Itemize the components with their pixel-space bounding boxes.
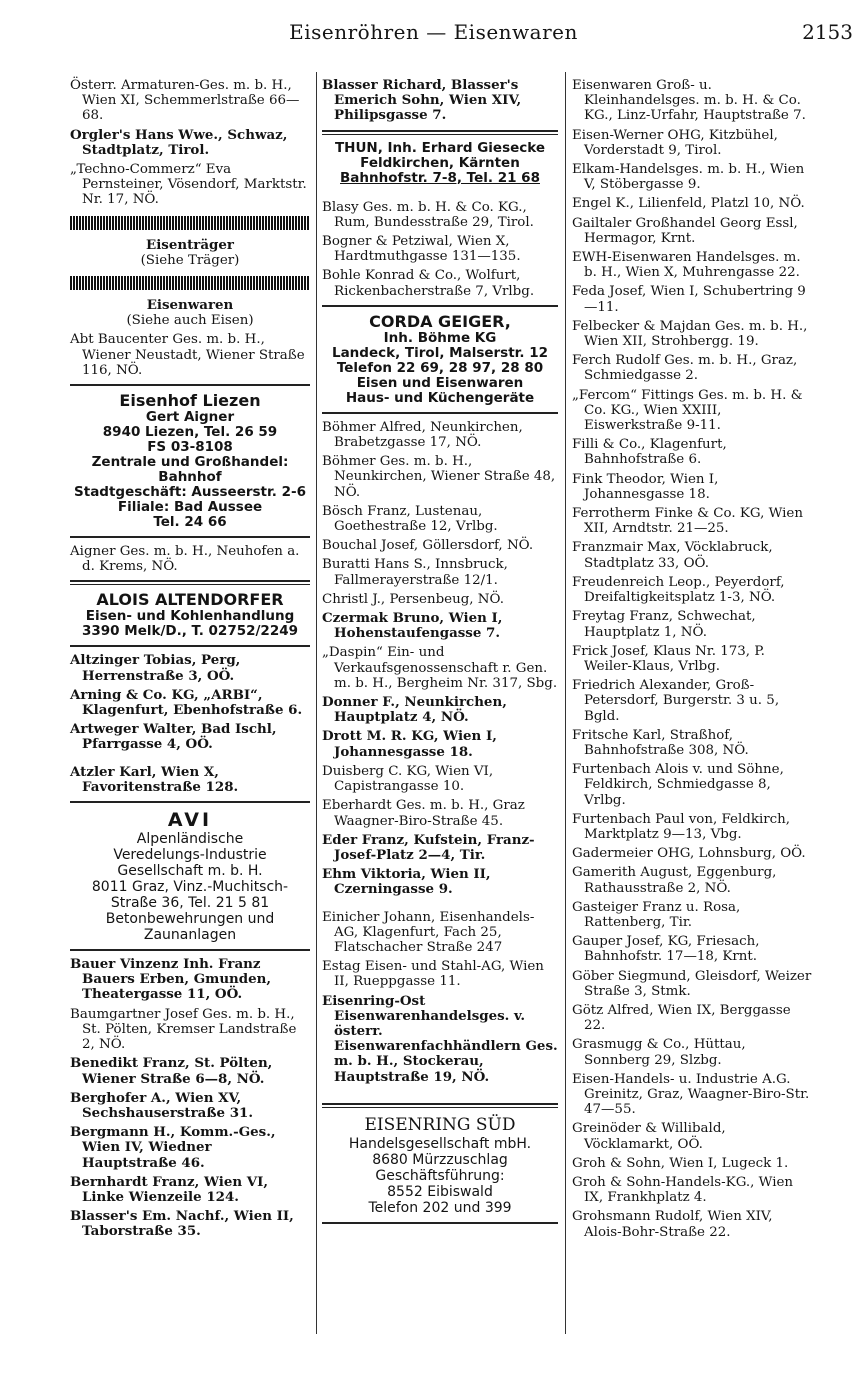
list-item: Blasser's Em. Nachf., Wien II, Taborstraße 35. xyxy=(70,1208,294,1240)
list-item: Böhmer Alfred, Neunkirchen, Brabetzgasse 17, NÖ. xyxy=(322,419,523,451)
list-item: Abt Baucenter Ges. m. b. H., Wiener Neustadt, Wiener Straße 116, NÖ. xyxy=(70,332,305,378)
divider xyxy=(322,305,558,307)
divider xyxy=(70,801,310,803)
list-item: Aigner Ges. m. b. H., Neuhofen a. d. Krems, NÖ. xyxy=(70,544,300,575)
list-item: Bouchal Josef, Göllersdorf, NÖ. xyxy=(322,538,534,554)
list-item: Buratti Hans S., Innsbruck, Fallmerayerstraße 12/1. xyxy=(322,557,508,588)
list-item: Furtenbach Alois v. und Söhne, Feldkirch, Schmiedgasse 8, Vrlbg. xyxy=(572,762,784,808)
divider xyxy=(322,130,558,135)
list-item: „Techno-Commerz“ Eva Pernsteiner, Vösendorf, Marktstr. Nr. 17, NÖ. xyxy=(70,162,307,208)
list-item: Greinöder & Willibald, Vöcklamarkt, OÖ. xyxy=(572,1121,726,1152)
list-item: Christl J., Persenbeug, NÖ. xyxy=(322,591,504,607)
list-item: Bohle Konrad & Co., Wolfurt, Rickenbacherstraße 7, Vrlbg. xyxy=(322,268,535,299)
advertisement-altendorfer xyxy=(70,591,310,639)
ad-line: 8680 Mürzzuschlag xyxy=(372,1151,508,1168)
list-item: Eder Franz, Kufstein, Franz-Josef-Platz 2—4, Tir. xyxy=(322,831,535,863)
ad-line: ALOIS ALTENDORFER xyxy=(96,590,284,610)
list-item: Götz Alfred, Wien IX, Berggasse 22. xyxy=(572,1002,791,1034)
list-item: Bernhardt Franz, Wien VI, Linke Wienzeile 124. xyxy=(70,1173,269,1205)
list-item: Ferch Rudolf Ges. m. b. H., Graz, Schmiedgasse 2. xyxy=(572,353,798,384)
list-item: Blasser Richard, Blasser's Emerich Sohn, Wien XIV, Philipsgasse 7. xyxy=(322,77,522,124)
divider xyxy=(70,949,310,951)
ad-line: Eisenhof Liezen xyxy=(119,391,261,411)
ad-line: Telefon 22 69, 28 97, 28 80 xyxy=(336,359,544,376)
list-item: Benedikt Franz, St. Pölten, Wiener Straße 6—8, NÖ. xyxy=(70,1055,273,1087)
list-item: Artweger Walter, Bad Ischl, Pfarrgasse 4, OÖ. xyxy=(70,721,277,753)
ad-line: Telefon 202 und 399 xyxy=(368,1199,512,1216)
list-item: Eberhardt Ges. m. b. H., Graz Waagner-Biro-Straße 45. xyxy=(322,798,525,829)
list-item: Drott M. R. KG, Wien I, Johannesgasse 18. xyxy=(322,728,497,760)
ad-line: THUN, Inh. Erhard Giesecke xyxy=(334,139,546,156)
ad-line: 3390 Melk/D., T. 02752/2249 xyxy=(81,623,299,640)
divider xyxy=(322,1222,558,1224)
ad-line: Zentrale und Großhandel: xyxy=(91,454,289,471)
page-number: 2153 xyxy=(802,20,853,44)
ad-line: Betonbewehrungen und xyxy=(105,911,275,928)
list-item: Eisen-Werner OHG, Kitzbühel, Vorderstadt 9, Tirol. xyxy=(572,127,778,158)
list-item: Eisenring-Ost Eisenwarenhandelsges. v. österr. Eisenwarenfachhändlern Ges. m. b. H., Stockerau, Hauptstraße 19, NÖ. xyxy=(322,992,558,1085)
divider xyxy=(70,645,310,647)
ornamental-rule xyxy=(70,276,310,290)
list-item: Grasmugg & Co., Hüttau, Sonnberg 29, Slzbg. xyxy=(572,1037,746,1068)
divider xyxy=(322,412,558,414)
list-item: Göber Siegmund, Gleisdorf, Weizer Straße 3, Stmk. xyxy=(572,968,812,999)
list-item: Franzmair Max, Vöcklabruck, Stadtplatz 33, OÖ. xyxy=(572,540,773,571)
list-item: Bauer Vinzenz Inh. Franz Bauers Erben, Gmunden, Theatergasse 11, OÖ. xyxy=(70,956,272,1003)
list-item: Felbecker & Majdan Ges. m. b. H., Wien XII, Strohbergg. 19. xyxy=(572,318,808,350)
list-item: Gamerith August, Eggenburg, Rathausstraße 2, NÖ. xyxy=(572,865,777,896)
list-item: Furtenbach Paul von, Feldkirch, Marktplatz 9—13, Vbg. xyxy=(572,811,791,842)
list-item: Baumgartner Josef Ges. m. b. H., St. Pölten, Kremser Landstraße 2, NÖ. xyxy=(70,1006,297,1053)
divider xyxy=(322,1103,558,1108)
advertisement-eisenring-sued xyxy=(322,1114,558,1216)
ad-line: FS 03-8108 xyxy=(147,439,233,456)
list-item: Berghofer A., Wien XV, Sechshauserstraße 31. xyxy=(70,1089,253,1121)
column-divider xyxy=(316,72,317,1334)
list-item: Frick Josef, Klaus Nr. 173, P. Weiler-Klaus, Vrlbg. xyxy=(572,643,765,674)
list-item: Blasy Ges. m. b. H. & Co. KG., Rum, Bundesstraße 29, Tirol. xyxy=(322,199,534,230)
list-item: Gadermeier OHG, Lohnsburg, OÖ. xyxy=(572,846,806,862)
ad-line: Tel. 24 66 xyxy=(153,514,227,531)
list-item: Einicher Johann, Eisenhandels-AG, Klagenfurt, Fach 25, Flatschacher Straße 247 xyxy=(322,909,535,955)
list-item: Altzinger Tobias, Perg, Herrenstraße 3, OÖ. xyxy=(70,652,241,684)
list-item: Friedrich Alexander, Groß-Petersdorf, Burgerstr. 3 u. 5, Bgld. xyxy=(572,678,780,724)
list-item: Gailtaler Großhandel Georg Essl, Hermagor, Krnt. xyxy=(572,215,798,246)
advertisement-thun xyxy=(322,141,558,186)
list-item: Donner F., Neunkirchen, Hauptplatz 4, NÖ. xyxy=(322,694,507,726)
list-item: Estag Eisen- und Stahl-AG, Wien II, Rueppgasse 11. xyxy=(322,959,544,990)
ad-line: Feldkirchen, Kärnten xyxy=(360,154,520,171)
section-subheading: (Siehe auch Eisen) xyxy=(126,313,254,329)
list-item: Fritsche Karl, Straßhof, Bahnhofstraße 308, NÖ. xyxy=(572,727,749,758)
list-item: Feda Josef, Wien I, Schubertring 9—11. xyxy=(572,284,806,315)
column-divider xyxy=(565,72,566,1334)
list-item: Fink Theodor, Wien I, Johannesgasse 18. xyxy=(572,471,719,502)
list-item: Elkam-Handelsges. m. b. H., Wien V, Stöbergasse 9. xyxy=(572,162,805,193)
list-item: Filli & Co., Klagenfurt, Bahnhofstraße 6. xyxy=(572,437,727,468)
list-item: „Daspin“ Ein- und Verkaufsgenossenschaft r. Gen. m. b. H., Bergheim Nr. 317, Sbg. xyxy=(322,645,558,691)
ad-line: Gesellschaft m. b. H. xyxy=(117,863,263,880)
ad-line: Landeck, Tirol, Malserstr. 12 xyxy=(331,344,549,361)
list-item: Czermak Bruno, Wien I, Hohenstaufengasse 7. xyxy=(322,610,503,642)
list-item: Groh & Sohn-Handels-KG., Wien IX, Frankhplatz 4. xyxy=(572,1175,794,1206)
column-3 xyxy=(572,78,812,1244)
ad-line: Inh. Böhme KG xyxy=(383,329,497,346)
list-item: Eisenwaren Groß- u. Kleinhandelsges. m. b. H. & Co. KG., Linz-Urfahr, Hauptstraße 7. xyxy=(572,78,806,124)
list-item: Eisen-Handels- u. Industrie A.G. Greinitz, Graz, Waagner-Biro-Str. 47—55. xyxy=(572,1071,810,1118)
list-item: Österr. Armaturen-Ges. m. b. H., Wien XI, Schemmerlstraße 66—68. xyxy=(70,78,300,124)
ad-line: Filiale: Bad Aussee xyxy=(117,499,263,516)
list-item: EWH-Eisenwaren Handelsges. m. b. H., Wien X, Muhrengasse 22. xyxy=(572,250,801,281)
advertisement-corda-geiger xyxy=(322,313,558,406)
divider xyxy=(70,384,310,386)
list-item: Gauper Josef, KG, Friesach, Bahnhofstr. 17—18, Krnt. xyxy=(572,934,760,965)
list-item: Ehm Viktoria, Wien II, Czerningasse 9. xyxy=(322,866,491,898)
section-heading: Eisenwaren xyxy=(146,297,234,314)
ad-line: 8552 Eibiswald xyxy=(387,1183,493,1200)
ad-line: Bahnhof xyxy=(158,469,222,486)
list-item: Atzler Karl, Wien X, Favoritenstraße 128. xyxy=(70,763,239,795)
column-2 xyxy=(322,78,558,1230)
ad-line: Eisen und Eisenwaren xyxy=(356,374,524,391)
section-subheading: (Siehe Träger) xyxy=(140,252,240,268)
list-item: Gasteiger Franz u. Rosa, Rattenberg, Tir. xyxy=(572,899,741,930)
column-1 xyxy=(70,78,310,1244)
ornamental-rule xyxy=(70,216,310,230)
list-item: Bergmann H., Komm.-Ges., Wien IV, Wiedner Hauptstraße 46. xyxy=(70,1124,276,1171)
list-item: Engel K., Lilienfeld, Platzl 10, NÖ. xyxy=(572,196,805,212)
list-item: Bogner & Petziwal, Wien X, Hardtmuthgasse 131—135. xyxy=(322,234,521,265)
section-heading: Eisenträger xyxy=(146,236,234,253)
ad-line: Geschäftsführung: xyxy=(375,1167,505,1184)
list-item: „Fercom“ Fittings Ges. m. b. H. & Co. KG., Wien XXIII, Eiswerkstraße 9-11. xyxy=(572,387,803,434)
ad-line: Stadtgeschäft: Ausseerstr. 2-6 xyxy=(74,484,306,501)
divider xyxy=(70,580,310,585)
ad-line: Straße 36, Tel. 21 5 81 xyxy=(110,895,270,912)
ad-line: Bahnhofstr. 7-8, Tel. 21 68 xyxy=(340,169,540,186)
list-item: Orgler's Hans Wwe., Schwaz, Stadtplatz, Tirol. xyxy=(70,126,288,158)
list-item: Freudenreich Leop., Peyerdorf, Dreifaltigkeitsplatz 1-3, NÖ. xyxy=(572,574,785,606)
list-item: Groh & Sohn, Wien I, Lugeck 1. xyxy=(572,1155,789,1171)
list-item: Böhmer Ges. m. b. H., Neunkirchen, Wiener Straße 48, NÖ. xyxy=(322,454,556,500)
ad-line: Zaunanlagen xyxy=(143,927,237,944)
ad-line: Eisen- und Kohlenhandlung xyxy=(85,608,295,625)
list-item: Arning & Co. KG, „ARBI“, Klagenfurt, Ebenhofstraße 6. xyxy=(70,686,303,719)
ad-line: Alpenländische xyxy=(136,831,244,848)
ad-line: CORDA GEIGER, xyxy=(369,311,511,331)
list-item: Grohsmann Rudolf, Wien XIV, Alois-Bohr-Straße 22. xyxy=(572,1209,773,1240)
list-item: Freytag Franz, Schwechat, Hauptplatz 1, NÖ. xyxy=(572,609,756,640)
list-item: Bösch Franz, Lustenau, Goethestraße 12, Vrlbg. xyxy=(322,503,498,535)
ad-line: Haus- und Küchengeräte xyxy=(345,389,535,406)
ad-line: 8011 Graz, Vinz.-Muchitsch- xyxy=(91,879,289,896)
ad-line: EISENRING SÜD xyxy=(364,1114,516,1135)
page-title: Eisenröhren — Eisenwaren xyxy=(289,20,578,44)
list-item: Duisberg C. KG, Wien VI, Capistrangasse 10. xyxy=(322,763,494,795)
ad-line: Veredelungs-Industrie xyxy=(113,847,267,864)
divider xyxy=(70,536,310,538)
ad-line: Gert Aigner xyxy=(145,409,235,426)
advertisement-eisenhof-liezen xyxy=(70,392,310,530)
ad-line: AVI xyxy=(167,809,213,832)
ad-line: Handelsgesellschaft mbH. xyxy=(348,1135,532,1152)
list-item: Ferrotherm Finke & Co. KG, Wien XII, Arndtstr. 21—25. xyxy=(572,506,803,537)
page-header xyxy=(0,20,867,54)
ad-line: 8940 Liezen, Tel. 26 59 xyxy=(102,424,278,441)
advertisement-avi xyxy=(70,809,310,943)
